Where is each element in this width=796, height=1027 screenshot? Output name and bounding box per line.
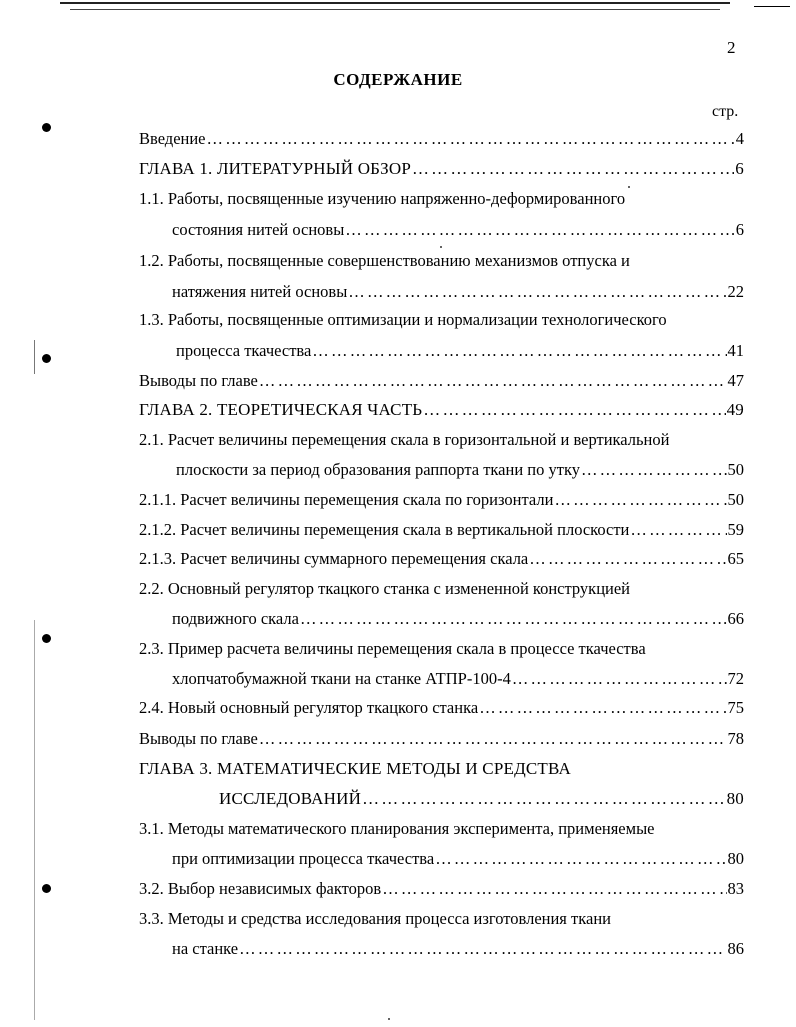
toc-entry-page: 65: [727, 549, 744, 568]
toc-entry-chapter-1: [139, 158, 744, 180]
toc-entry-text: подвижного скала: [172, 609, 299, 628]
scan-speck: [388, 1018, 390, 1020]
toc-entry-text: Введение: [139, 129, 206, 148]
toc-entry-3-3-cont: [172, 938, 744, 960]
toc-entry-text: натяжения нитей основы: [172, 282, 348, 301]
toc-entry-text: ИССЛЕДОВАНИЙ: [219, 789, 362, 808]
toc-leader-dots: [435, 848, 726, 870]
toc-entry-page: 50: [727, 460, 744, 479]
toc-entry-3-1-cont: [172, 848, 744, 870]
toc-entry-text: Выводы по главе: [139, 729, 258, 748]
toc-entry-1-3: [139, 309, 744, 331]
toc-leader-dots: [312, 340, 726, 362]
toc-entry-1-3-cont: [176, 340, 744, 362]
toc-entry-text: 2.2. Основный регулятор ткацкого станка с измененной конструкцией: [139, 579, 631, 598]
toc-entry-page: 4: [735, 129, 744, 148]
toc-leader-dots: [259, 370, 727, 392]
scan-border-line-top: [60, 2, 730, 4]
toc-entry-2-1: [139, 429, 744, 451]
scan-margin-line: [34, 340, 35, 374]
toc-entry-text: ГЛАВА 2. ТЕОРЕТИЧЕСКАЯ ЧАСТЬ: [139, 400, 423, 419]
toc-entry-text: 1.3. Работы, посвященные оптимизации и нормализации технологического: [139, 310, 667, 329]
toc-entry-text: Выводы по главе: [139, 371, 258, 390]
toc-entry-1-2-cont: [172, 281, 744, 303]
toc-entry-chapter-2: [139, 399, 744, 421]
toc-entry-1-1: [139, 188, 744, 210]
toc-entry-2-3-cont: [172, 668, 744, 690]
toc-entry-page: 47: [727, 371, 744, 390]
toc-entry-2-1-2: [139, 519, 744, 541]
toc-entry-2-1-3: [139, 548, 744, 570]
toc-entry-introduction: [139, 128, 744, 150]
toc-leader-dots: [479, 697, 726, 719]
toc-entry-text: 2.1.1. Расчет величины перемещения скала по горизонтали: [139, 490, 554, 509]
toc-entry-text: 2.4. Новый основный регулятор ткацкого станка: [139, 698, 479, 717]
toc-entry-2-1-cont: [176, 459, 744, 481]
toc-leader-dots: [239, 938, 726, 960]
toc-entry-page: 78: [727, 729, 744, 748]
toc-entry-page: 6: [735, 220, 744, 239]
toc-entry-text: 3.1. Методы математического планирования эксперимента, применяемые: [139, 819, 655, 838]
scan-border-line-second: [70, 9, 720, 10]
toc-entry-page: 86: [727, 939, 744, 958]
toc-leader-dots: [512, 668, 727, 690]
toc-leader-dots: [362, 788, 725, 810]
toc-entry-3-1: [139, 818, 744, 840]
toc-entry-page: 49: [726, 400, 744, 419]
binding-hole-dot: [42, 884, 51, 893]
toc-entry-1-1-cont: [172, 219, 744, 241]
toc-leader-dots: [345, 219, 734, 241]
scan-corner-mark: [754, 0, 790, 7]
toc-entry-text: 2.3. Пример расчета величины перемещения скала в процессе ткачества: [139, 639, 646, 658]
toc-entry-conclusions-2: [139, 728, 744, 750]
toc-entry-page: 41: [727, 341, 744, 360]
toc-leader-dots: [529, 548, 726, 570]
binding-hole-dot: [42, 354, 51, 363]
toc-leader-dots: [382, 878, 726, 900]
toc-entry-2-4: [139, 697, 744, 719]
toc-entry-text: плоскости за период образования раппорта ткани по утку: [176, 460, 580, 479]
toc-leader-dots: [207, 128, 735, 150]
toc-entry-text: 2.1.2. Расчет величины перемещения скала в вертикальной плоскости: [139, 520, 630, 539]
toc-leader-dots: [348, 281, 726, 303]
toc-entry-page: 6: [735, 159, 744, 178]
toc-entry-chapter-3-cont: [219, 788, 744, 810]
scan-margin-line: [34, 620, 35, 1020]
toc-leader-dots: [300, 608, 727, 630]
toc-leader-dots: [259, 728, 727, 750]
toc-entry-page: 83: [727, 879, 744, 898]
toc-entry-2-2-cont: [172, 608, 744, 630]
toc-entry-text: 3.2. Выбор независимых факторов: [139, 879, 382, 898]
toc-entry-text: ГЛАВА 3. МАТЕМАТИЧЕСКИЕ МЕТОДЫ И СРЕДСТВА: [139, 759, 571, 778]
toc-entry-text: 2.1. Расчет величины перемещения скала в горизонтальной и вертикальной: [139, 430, 670, 449]
toc-entry-text: состояния нитей основы: [172, 220, 345, 239]
toc-entry-2-1-1: [139, 489, 744, 511]
toc-title: СОДЕРЖАНИЕ: [333, 70, 463, 89]
toc-leader-dots: [412, 158, 734, 180]
page-column-label: стр.: [712, 103, 739, 120]
toc-entry-text: хлопчатобумажной ткани на станке АТПР-100-4: [172, 669, 511, 688]
page-number: 2: [727, 38, 736, 57]
toc-entry-conclusions-1: [139, 370, 744, 392]
toc-entry-3-2: [139, 878, 744, 900]
toc-entry-page: 75: [727, 698, 744, 717]
toc-entry-chapter-3: [139, 758, 744, 780]
toc-entry-page: 66: [727, 609, 744, 628]
toc-entry-page: 59: [727, 520, 744, 539]
toc-entry-page: 50: [727, 490, 744, 509]
toc-entry-text: 2.1.3. Расчет величины суммарного перемещения скала: [139, 549, 529, 568]
toc-entry-page: 72: [727, 669, 744, 688]
toc-entry-3-3: [139, 908, 744, 930]
toc-entry-2-3: [139, 638, 744, 660]
toc-entry-1-2: [139, 250, 744, 272]
binding-hole-dot: [42, 634, 51, 643]
toc-entry-text: 1.2. Работы, посвященные совершенствованию механизмов отпуска и: [139, 251, 630, 270]
toc-entry-page: 80: [726, 789, 744, 808]
toc-entry-text: 1.1. Работы, посвященные изучению напряженно-деформированного: [139, 189, 626, 208]
toc-entry-text: при оптимизации процесса ткачества: [172, 849, 435, 868]
binding-hole-dot: [42, 123, 51, 132]
toc-leader-dots: [423, 399, 725, 421]
toc-entry-text: процесса ткачества: [176, 341, 312, 360]
toc-entry-text: ГЛАВА 1. ЛИТЕРАТУРНЫЙ ОБЗОР: [139, 159, 411, 178]
toc-entry-2-2: [139, 578, 744, 600]
scan-speck: [440, 246, 442, 248]
toc-entry-text: на станке: [172, 939, 239, 958]
toc-leader-dots: [554, 489, 726, 511]
toc-entry-text: 3.3. Методы и средства исследования процесса изготовления ткани: [139, 909, 611, 928]
toc-entry-page: 22: [727, 282, 744, 301]
toc-leader-dots: [630, 519, 726, 541]
toc-entry-page: 80: [727, 849, 744, 868]
toc-leader-dots: [581, 459, 727, 481]
